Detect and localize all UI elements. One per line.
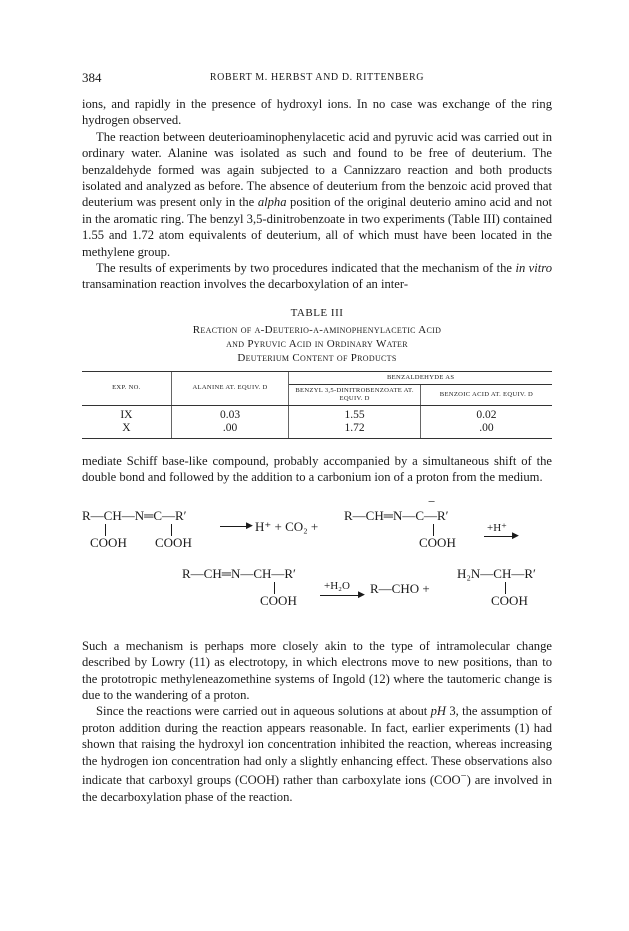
schiff-base-formula: R—CH—N═C—R′ xyxy=(82,507,187,523)
amino-acid-product: H₂N—CH—R′ xyxy=(457,565,536,581)
page-header xyxy=(82,70,552,88)
cell-exp: X xyxy=(82,422,171,439)
header-benzyl-dinitrobenzoate: BENZYL 3,5-DINITROBENZOATE AT. EQUIV. D xyxy=(289,384,421,405)
header-benzaldehyde-group: BENZALDEHYDE AS xyxy=(289,371,552,384)
decarboxylation-products: H⁺ + CO₂ + xyxy=(255,518,319,534)
table-caption-line-1: Reaction of α-Deuterio-α-aminophenylacetic Acid xyxy=(192,323,442,336)
reaction-scheme xyxy=(82,493,552,636)
proton-reagent: +H⁺ xyxy=(487,521,507,534)
cell-benzoic: .00 xyxy=(420,422,552,439)
paragraph-6 xyxy=(82,703,552,805)
paragraph-3 xyxy=(82,260,552,293)
paragraph-4-text: mediate Schiff base-like compound, probably accompanied by a simultaneous shift of the double bond and followed by the addition to a carbonium ion of a proton from the medium. xyxy=(82,453,552,485)
header-benzoic-acid: BENZOIC ACID AT. EQUIV. D xyxy=(420,384,552,405)
paragraph-6-text-c: ) are involved in the decarboxylation phase of the reaction. xyxy=(82,773,552,804)
table-row xyxy=(82,405,552,422)
paragraph-6-text-a: Since the reactions were carried out in aqueous solutions at about xyxy=(96,704,431,719)
in-vitro-italic: in vitro xyxy=(515,261,552,276)
table-label: TABLE III xyxy=(290,306,344,319)
paragraph-4 xyxy=(82,453,552,486)
carboxyl-group-5: COOH xyxy=(491,592,528,608)
paragraph-2-text-a: The reaction between deuterioaminophenylacetic acid and pyruvic acid was carried out in ordinary water. Alanine was isolated as such and found to be free of deuterium. The benzaldehyde formed was again subjected to a Cannizzaro reaction and both products isolated and analyzed as before. The absence of deuterium from the benzoic acid proved that deuterium was present only in the xyxy=(82,129,552,210)
carboxyl-group-4: COOH xyxy=(260,592,297,608)
paragraph-5-text: Such a mechanism is perhaps more closely akin to the type of intramolecular change described by Lowry (11) as electrotopy, in which electrons move to new positions, than to the prototropic methyleneazomethine systems of Ingold (12) where the tautomeric change is due to the wandering of a proton. xyxy=(82,638,552,702)
carboxyl-group-1: COOH xyxy=(90,534,127,550)
table-caption-line-2: and Pyruvic Acid in Ordinary Water xyxy=(226,337,408,350)
ph-italic: pH xyxy=(430,704,446,719)
paragraph-6-text-b: 3, the assumption of proton addition during the reaction appears reasonable. In fact, earlier experiments (1) had shown that raising the hydroxyl ion concentration inhibited the reaction, whereas increasing the hydrogen ion concentration had only a slightly enhancing effect. These observations also indicate that carboxyl groups (COOH) rather than carboxylate ions (COO xyxy=(82,704,552,788)
paragraph-3-text-b: transamination reaction involves the decarboxylation of an inter- xyxy=(82,277,409,292)
arrowhead-icon: ▶ xyxy=(246,519,253,530)
data-table xyxy=(82,371,552,439)
paragraph-2 xyxy=(82,129,552,260)
schiff-base-product-formula: R—CH═N—CH—R′ xyxy=(182,565,296,581)
reaction-arrow-3 xyxy=(320,595,360,596)
carboxyl-group-3: COOH xyxy=(419,534,456,550)
paragraph-5 xyxy=(82,638,552,704)
carbanion-charge: − xyxy=(428,493,436,509)
water-reagent: +H₂O xyxy=(324,579,350,592)
charge-superscript: − xyxy=(460,770,467,782)
aldehyde-product: R—CHO + xyxy=(370,580,430,596)
table-caption-line-3: Deuterium Content of Products xyxy=(237,351,397,364)
paragraph-1 xyxy=(82,96,552,129)
alpha-italic: alpha xyxy=(257,195,287,210)
cell-benzyl: 1.72 xyxy=(289,422,421,439)
carboxyl-group-2: COOH xyxy=(155,534,192,550)
cell-exp: IX xyxy=(120,408,133,421)
cell-benzyl: 1.55 xyxy=(289,405,421,422)
table-row xyxy=(82,422,552,439)
paragraph-2-text-b: position of the original deuterio amino acid and not in the aromatic ring. The benzyl 3,5-dinitrobenzoate in two experiments (Table III) contained 1.55 and 1.72 atom equivalents of deuterium, all of which must have been located in the methylene group. xyxy=(82,195,552,259)
reaction-arrow-2 xyxy=(484,536,514,537)
arrowhead-icon: ▶ xyxy=(512,529,519,540)
cell-benzoic: 0.02 xyxy=(420,405,552,422)
cell-alanine: .00 xyxy=(171,422,289,439)
paragraph-3-text-a: The results of experiments by two procedures indicated that the mechanism of the xyxy=(96,261,516,276)
header-alanine: ALANINE AT. EQUIV. D xyxy=(171,371,289,405)
paragraph-1-text: ions, and rapidly in the presence of hydroxyl ions. In no case was exchange of the ring hydrogen observed. xyxy=(82,97,552,128)
cell-alanine: 0.03 xyxy=(171,405,289,422)
intermediate-formula: R—CH═N—C—R′ xyxy=(344,507,449,523)
page xyxy=(82,70,552,805)
running-title: ROBERT M. HERBST AND D. RITTENBERG xyxy=(209,72,425,83)
arrowhead-icon: ▶ xyxy=(358,588,365,599)
reaction-arrow-1 xyxy=(220,526,248,527)
header-exp-no: EXP. NO. xyxy=(82,371,171,405)
page-number: 384 xyxy=(82,70,102,85)
